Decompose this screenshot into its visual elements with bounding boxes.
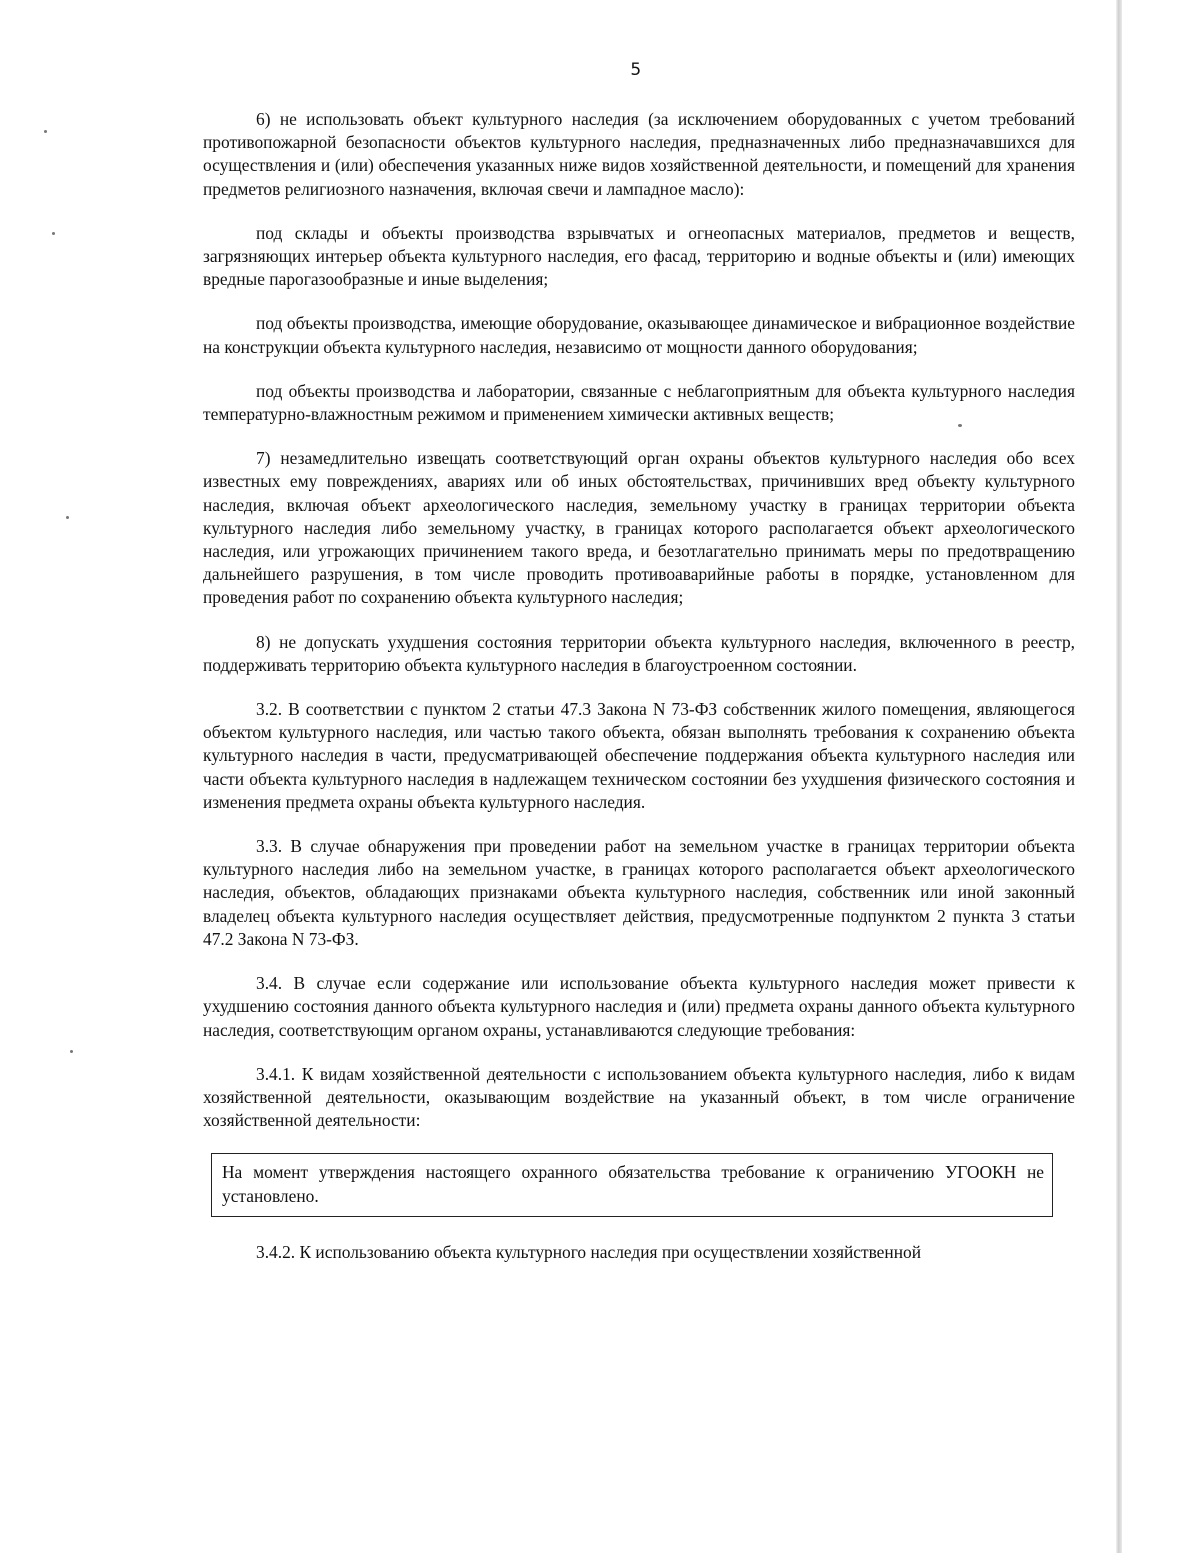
scan-speck xyxy=(70,1050,73,1053)
paragraph-3-2: 3.2. В соответствии с пунктом 2 статьи 47.3 Закона N 73-ФЗ собственник жилого помещения, являющегося объектом культурного наследия, или частью такого объекта, обязан выполнять требования к сохранению объекта культурного наследия в части, предусматривающей обеспечение поддержания объекта культурного наследия или части объекта культурного наследия в надлежащем техническом состоянии без ухудшения физического состояния и изменения предмета охраны объекта культурного наследия. xyxy=(203,699,1075,812)
scan-speck xyxy=(44,130,47,133)
paragraph-3-3: 3.3. В случае обнаружения при проведении работ на земельном участке в границах территории объекта культурного наследия либо на земельном участке, в границах которого располагается объект археологического наследия, объектов, обладающих признаками объекта культурного наследия, собственник или иной законный владелец объекта культурного наследия осуществляет действия, предусмотренные подпунктом 2 пункта 3 статьи 47.2 Закона N 73-ФЗ. xyxy=(203,836,1075,949)
paragraph-3-4-1: 3.4.1. К видам хозяйственной деятельности с использованием объекта культурного наследия, либо к видам хозяйственной деятельности, оказывающим воздействие на указанный объект, в том числе ограничение хозяйственной деятельности: xyxy=(203,1063,1075,1131)
paragraph-item-8: 8) не допускать ухудшения состояния территории объекта культурного наследия, включенного в реестр, поддерживать территорию объекта культурного наследия в благоустроенном состоянии. xyxy=(203,631,1075,675)
paragraph-item-6: 6) не использовать объект культурного наследия (за исключением оборудованных с учетом требований противопожарной безопасности объектов культурного наследия, предназначенных либо предназначавшихся для осуществления и (или) обеспечения указанных ниже видов хозяйственной деятельности, и помещений для хранения предметов религиозного назначения, включая свечи и лампадное масло): xyxy=(203,109,1075,199)
document-body xyxy=(203,108,1075,1285)
paragraph-3-4-2: 3.4.2. К использованию объекта культурного наследия при осуществлении хозяйственной xyxy=(256,1241,922,1262)
scan-speck xyxy=(52,232,55,235)
scanner-edge-shadow xyxy=(1116,0,1122,1553)
scan-speck xyxy=(66,516,69,519)
paragraph-3-4: 3.4. В случае если содержание или использование объекта культурного наследия может привести к ухудшению состояния данного объекта культурного наследия и (или) предмета охраны данного объекта культурного наследия, соответствующим органом охраны, устанавливаются следующие требования: xyxy=(203,973,1075,1040)
paragraph-item-7: 7) незамедлительно извещать соответствующий орган охраны объектов культурного наследия обо всех известных ему повреждениях, авариях или об иных обстоятельствах, причинивших вред объекту культурного наследия, включая объект археологического наследия, земельному участку в границах территории объекта культурного наследия либо земельному участку, в границах которого располагается объект археологического наследия, или угрожающих причинением такого вреда, и безотлагательно принимать меры по предотвращению дальнейшего разрушения, в том числе проводить противоаварийные работы в порядке, установленном для проведения работ по сохранению объекта культурного наследия; xyxy=(203,448,1075,608)
paragraph-laboratories: под объекты производства и лаборатории, связанные с неблагоприятным для объекта культурного наследия температурно-влажностным режимом и применением химически активных веществ; xyxy=(203,380,1075,425)
page-number: 5 xyxy=(630,60,642,80)
boxed-note: На момент утверждения настоящего охранного обязательства требование к ограничению УГООКН не установлено. xyxy=(211,1153,1053,1216)
paragraph-warehouses: под склады и объекты производства взрывчатых и огнеопасных материалов, предметов и веществ, загрязняющих интерьер объекта культурного наследия, его фасад, территорию и водные объекты и (или) имеющих вредные парогазообразные и иные выделения; xyxy=(203,222,1075,290)
paragraph-production-equipment: под объекты производства, имеющие оборудование, оказывающее динамическое и вибрационное воздействие на конструкции объекта культурного наследия, независимо от мощности данного оборудования; xyxy=(203,313,1075,357)
